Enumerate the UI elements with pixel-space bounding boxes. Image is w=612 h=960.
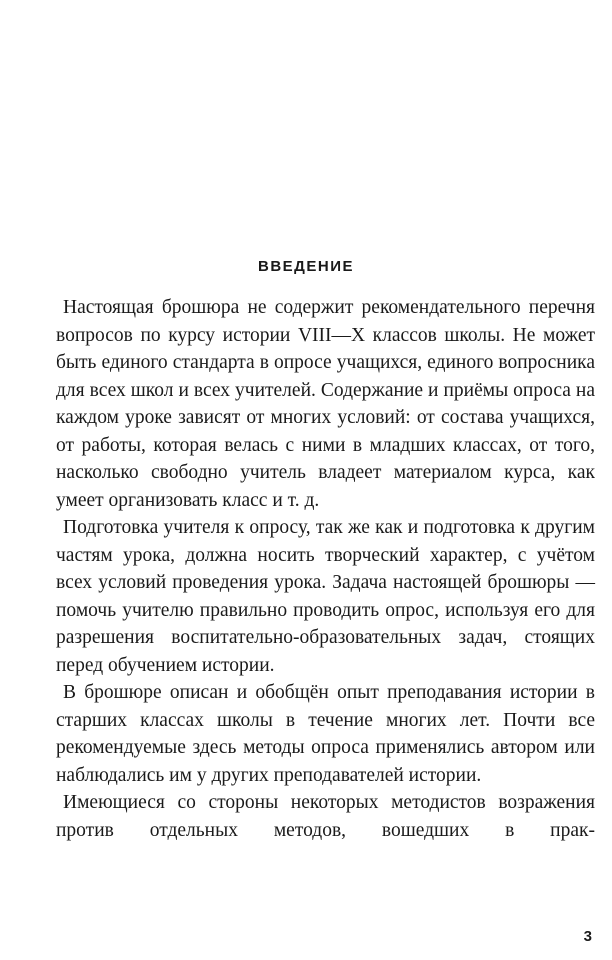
section-heading: ВВЕДЕНИЕ (258, 258, 354, 275)
paragraph-3: В брошюре описан и обобщён опыт преподавания истории в старших классах школы в течение многих лет. Почти все рекомендуемые здесь методы опроса применялись автором или наблюдались им у других преподавателей истории. (56, 682, 595, 786)
body-text (56, 294, 595, 844)
paragraph-1: Настоящая брошюра не содержит рекомендательного перечня вопросов по курсу истории VIII—X классов школы. Не может быть единого стандарта в опросе учащихся, единого вопросника для всех школ и всех учителей. Содержание и приёмы опроса на каждом уроке зависят от многих условий: от состава учащихся, от работы, которая велась с ними в младших классах, от того, насколько свободно учитель владеет материалом курса, как умеет организовать класс и т. д. (56, 297, 595, 511)
paragraph-4: Имеющиеся со стороны некоторых методистов возражения против отдельных методов, вошедших в прак- (56, 792, 595, 841)
paragraph-2: Подготовка учителя к опросу, так же как и подготовка к другим частям урока, должна носить творческий характер, с учётом всех условий проведения урока. Задача настоящей брошюры — помочь учителю правильно проводить опрос, используя его для разрешения воспитательно-образовательных задач, стоящих перед обучением истории. (56, 517, 595, 676)
page-number: 3 (583, 928, 592, 945)
